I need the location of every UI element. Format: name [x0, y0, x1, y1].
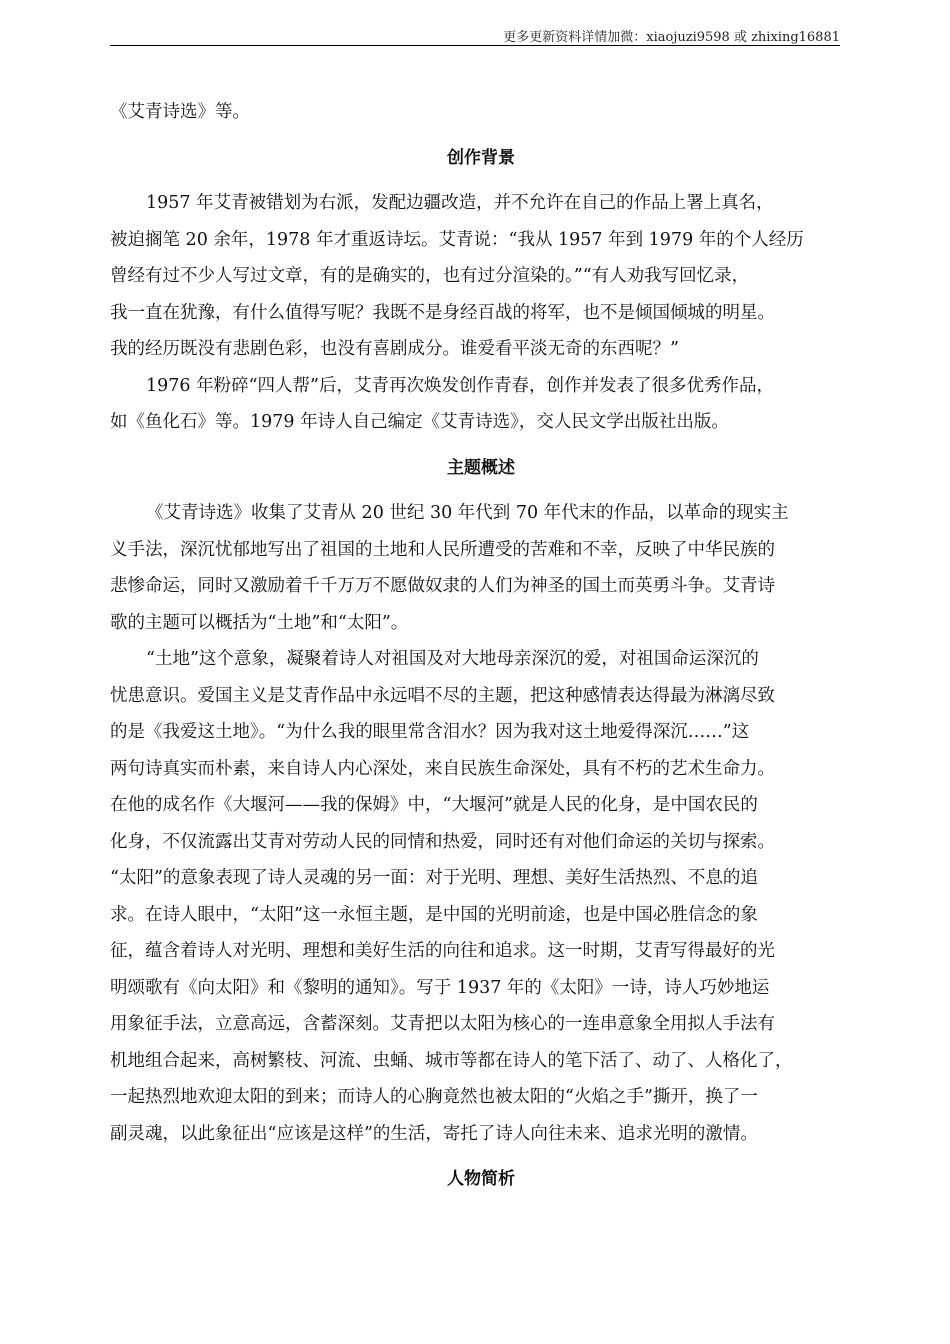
paragraph-line: “土地”这个意象，凝聚着诗人对祖国及对大地母亲深沉的爱，对祖国命运深沉的 — [146, 649, 759, 669]
paragraph-line: 曾经有过不少人写过文章，有的是确实的，也有过分渲染的。”“有人劝我写回忆录， — [110, 266, 750, 286]
section-heading-characters: 人物简析 — [447, 1169, 515, 1189]
paragraph-line: 我的经历既没有悲剧色彩，也没有喜剧成分。谁爱看平淡无奇的东西呢？” — [110, 339, 679, 359]
paragraph-line: 征，蕴含着诗人对光明、理想和美好生活的向往和追求。这一时期，艾青写得最好的光 — [110, 941, 775, 961]
paragraph-line: 的是《我爱这土地》。“为什么我的眼里常含泪水？因为我对这土地爱得深沉……”这 — [110, 722, 750, 742]
header-text: 更多更新资料详情加微：xiaojuzi9598 或 zhixing16881 — [503, 30, 840, 45]
paragraph-line: 1957 年艾青被错划为右派，发配边疆改造，并不允许在自己的作品上署上真名， — [146, 193, 774, 213]
document-body — [110, 94, 852, 1207]
paragraph-line: 机地组合起来，高树繁枝、河流、虫蛹、城市等都在诗人的笔下活了、动了、人格化了， — [110, 1050, 793, 1071]
paragraph-line: “太阳”的意象表现了诗人灵魂的另一面：对于光明、理想、美好生活热烈、不息的追 — [110, 868, 758, 888]
paragraph-line: 被迫搁笔 20 余年，1978 年才重返诗坛。艾青说：“我从 1957 年到 1979 年的个人经历 — [110, 229, 804, 250]
section-heading-background: 创作背景 — [447, 147, 515, 168]
paragraph-line: 两句诗真实而朴素，来自诗人内心深处，来自民族生命深处，具有不朽的艺术生命力。 — [110, 758, 775, 779]
section-heading-theme: 主题概述 — [447, 457, 515, 478]
paragraph-line: 化身，不仅流露出艾青对劳动人民的同情和热爱，同时还有对他们命运的关切与探索。 — [110, 831, 775, 852]
paragraph-line: 1976 年粉碎“四人帮”后，艾青再次焕发创作青春，创作并发表了很多优秀作品， — [146, 375, 774, 396]
paragraph-line: 一起热烈地欢迎太阳的到来；而诗人的心胸竟然也被太阳的“火焰之手”撕开，换了一 — [110, 1087, 758, 1107]
paragraph-line: 在他的成名作《大堰河——我的保姆》中，“大堰河”就是人民的化身，是中国农民的 — [110, 795, 758, 815]
paragraph-line: 副灵魂，以此象征出“应该是这样”的生活，寄托了诗人向往未来、追求光明的激情。 — [110, 1123, 758, 1144]
paragraph-line: 义手法，深沉忧郁地写出了祖国的土地和人民所遭受的苦难和不幸，反映了中华民族的 — [110, 539, 775, 560]
paragraph-line: 用象征手法，立意高远，含蓄深刻。艾青把以太阳为核心的一连串意象全用拟人手法有 — [110, 1014, 775, 1034]
paragraph-line: 如《鱼化石》等。1979 年诗人自己编定《艾青诗选》，交人民文学出版社出版。 — [110, 412, 729, 432]
paragraph-line: 忧患意识。爱国主义是艾青作品中永远唱不尽的主题，把这种感情表达得最为淋漓尽致 — [110, 685, 775, 706]
paragraph-line: 求。在诗人眼中，“太阳”这一永恒主题，是中国的光明前途，也是中国必胜信念的象 — [110, 904, 758, 925]
paragraph-line: 明颂歌有《向太阳》和《黎明的通知》。写于 1937 年的《太阳》一诗，诗人巧妙地运 — [110, 977, 770, 998]
paragraph-line: 歌的主题可以概括为“土地”和“太阳”。 — [110, 612, 409, 633]
paragraph-line: 我一直在犹豫，有什么值得写呢？我既不是身经百战的将军，也不是倾国倾城的明星。 — [110, 302, 775, 323]
paragraph-line: 《艾青诗选》收集了艾青从 20 世纪 30 年代到 70 年代末的作品，以革命的现实主 — [146, 503, 789, 523]
header-divider — [110, 45, 840, 46]
intro-line: 《艾青诗选》等。 — [110, 102, 250, 122]
paragraph-line: 悲惨命运，同时又激励着千千万万不愿做奴隶的人们为神圣的国土而英勇斗争。艾青诗 — [110, 576, 775, 596]
